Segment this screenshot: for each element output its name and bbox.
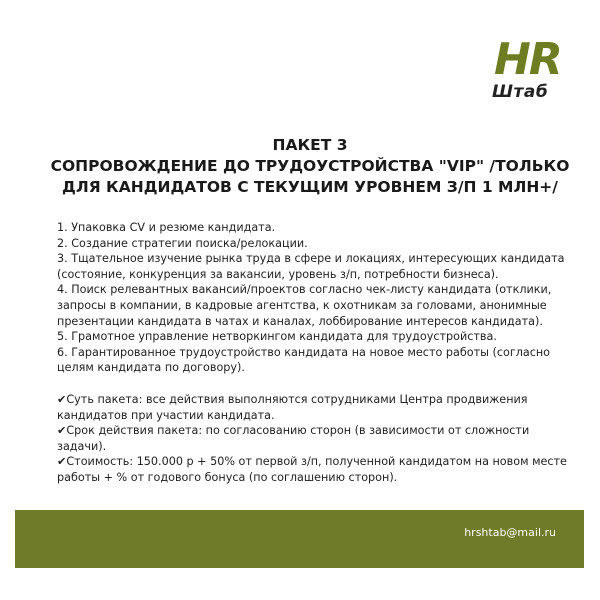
package-title: ПАКЕТ 3 — [272, 136, 348, 154]
hr-shtab-logo — [492, 34, 568, 108]
footer-bar — [15, 510, 584, 568]
note-duration: ✔Срок действия пакета: по согласованию сторон (в зависимости от сложности задачи). — [57, 424, 530, 453]
service-item: 4. Поиск релевантных вакансий/проектов согласно чек-листу кандидата (отклики, запросы в компании, в кадровые агентства, к охотникам за головами, анонимные презентации кандидата в чатах и каналах, лоббирование интересов кандидата). — [57, 283, 552, 328]
logo-mark: HR — [494, 34, 561, 85]
note-essence: ✔Суть пакета: все действия выполняются сотрудниками Центра продвижения кандидатов при участии кандидата. — [57, 392, 528, 422]
section-spacer — [57, 376, 567, 392]
note-price: ✔Стоимость: 150.000 р + 50% от первой з/п, полученной кандидатом на новом месте работы + % от годового бонуса (по соглашению сторон). — [57, 455, 567, 484]
package-description — [57, 220, 567, 486]
package-subtitle-line1: СОПРОВОЖДЕНИЕ ДО ТРУДОУСТРОЙСТВА "VIP" /ТОЛЬКО — [50, 157, 570, 175]
service-item: 3. Тщательное изучение рынка труда в сфере и локациях, интересующих кандидата (состояние, конкуренция за вакансии, уровень з/п, потребности бизнеса). — [57, 252, 565, 281]
service-item: 6. Гарантированное трудоустройство кандидата на новое место работы (согласно целям кандидата по договору). — [57, 345, 551, 375]
package-heading — [40, 135, 580, 198]
logo-wordmark: Штаб — [492, 82, 549, 102]
service-item: 1. Упаковка CV и резюме кандидата. — [57, 221, 276, 234]
service-item: 5. Грамотное управление нетворкингом кандидата для трудоустройства. — [57, 330, 497, 344]
service-item: 2. Создание стратегии поиска/релокации. — [57, 236, 308, 250]
contact-email[interactable]: hrshtab@mail.ru — [464, 526, 556, 539]
package-subtitle-line2: ДЛЯ КАНДИДАТОВ С ТЕКУЩИМ УРОВНЕМ З/П 1 МЛН+/ — [62, 178, 558, 196]
